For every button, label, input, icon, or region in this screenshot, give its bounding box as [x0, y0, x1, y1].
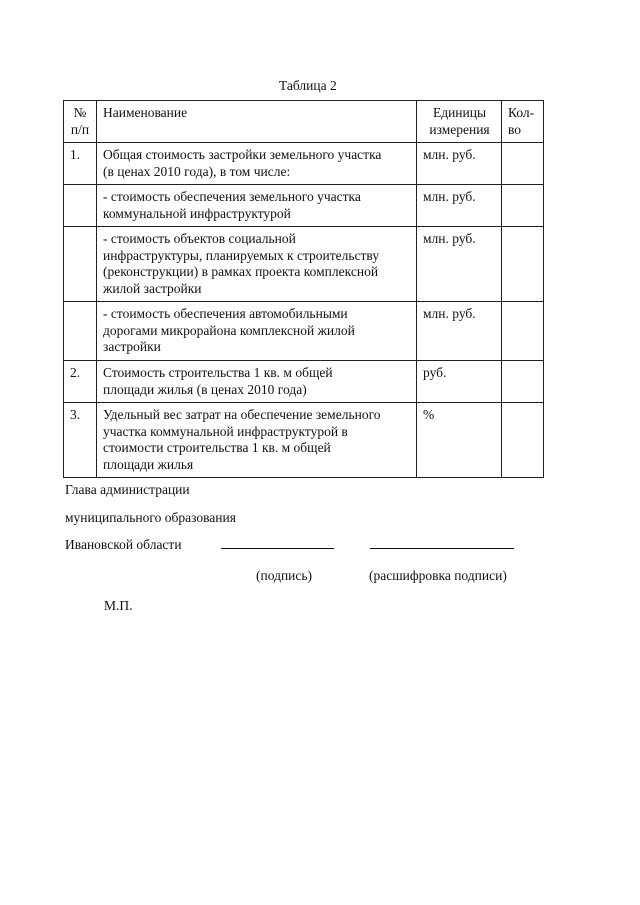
header-num — [64, 101, 97, 143]
row-name-line: - стоимость обеспечения земельного участка — [103, 189, 361, 204]
signature-decoding-label: (расшифровка подписи) — [369, 568, 507, 583]
header-num-line: п/п — [70, 121, 90, 137]
table-row — [64, 143, 544, 185]
row-name-line: (в ценах 2010 года), в том числе: — [103, 163, 291, 179]
row-name — [97, 403, 417, 478]
header-unit-line: измерения — [429, 121, 490, 137]
row-name — [97, 302, 417, 361]
row-num: 3. — [64, 403, 97, 478]
row-qty — [502, 302, 544, 361]
row-unit: руб. — [417, 361, 502, 403]
row-name-line: стоимости строительства 1 кв. м общей — [103, 440, 331, 455]
row-unit: % — [417, 403, 502, 478]
footer-title-line1: Глава администрации — [65, 482, 190, 497]
signature-line — [221, 548, 334, 549]
row-name-line: Общая стоимость застройки земельного участка — [103, 147, 382, 162]
table-caption: Таблица 2 — [279, 78, 337, 93]
header-name — [97, 101, 417, 143]
row-name-line: (реконструкции) в рамках проекта комплексной — [103, 264, 379, 279]
table-header-row — [64, 101, 544, 143]
row-name-line: Удельный вес затрат на обеспечение земельного — [103, 407, 381, 422]
table-row — [64, 185, 544, 227]
row-qty — [502, 227, 544, 302]
footer-title-line3: Ивановской области — [65, 537, 182, 552]
signature-decoding-line — [370, 548, 514, 549]
row-qty — [502, 185, 544, 227]
row-unit: млн. руб. — [417, 227, 502, 302]
row-name-line: площади жилья — [103, 456, 194, 472]
header-unit — [417, 101, 502, 143]
header-qty — [502, 101, 544, 143]
footer-title-line2: муниципального образования — [65, 510, 236, 525]
row-name — [97, 143, 417, 185]
row-name-line: - стоимость объектов социальной — [103, 231, 296, 246]
row-num: 1. — [64, 143, 97, 185]
row-num: 2. — [64, 361, 97, 403]
table-row — [64, 227, 544, 302]
row-name-line: дорогами микрорайона комплексной жилой — [103, 322, 355, 338]
row-qty — [502, 403, 544, 478]
header-num-line: № — [73, 105, 87, 120]
row-qty — [502, 361, 544, 403]
row-name-line: коммунальной инфраструктурой — [103, 205, 291, 221]
row-name-line: инфраструктуры, планируемых к строительству — [103, 247, 380, 263]
row-name — [97, 227, 417, 302]
row-name-line: Стоимость строительства 1 кв. м общей — [103, 365, 333, 380]
row-name-line: площади жилья (в ценах 2010 года) — [103, 381, 307, 397]
row-num — [64, 302, 97, 361]
row-num — [64, 185, 97, 227]
header-qty-line: Кол- — [508, 105, 535, 120]
row-name-line: участка коммунальной инфраструктурой в — [103, 423, 348, 439]
table-row — [64, 403, 544, 478]
indicators-table — [63, 100, 544, 478]
stamp-place: М.П. — [104, 598, 133, 613]
row-name — [97, 185, 417, 227]
row-name-line: застройки — [103, 339, 161, 354]
table-row — [64, 302, 544, 361]
row-name — [97, 361, 417, 403]
row-unit: млн. руб. — [417, 302, 502, 361]
row-num — [64, 227, 97, 302]
row-unit: млн. руб. — [417, 143, 502, 185]
row-name-line: - стоимость обеспечения автомобильными — [103, 306, 348, 321]
table-row — [64, 361, 544, 403]
header-qty-line: во — [508, 121, 522, 137]
header-name-label: Наименование — [103, 105, 188, 120]
row-unit: млн. руб. — [417, 185, 502, 227]
row-qty — [502, 143, 544, 185]
header-unit-line: Единицы — [432, 105, 487, 120]
signature-label: (подпись) — [256, 568, 313, 583]
row-name-line: жилой застройки — [103, 280, 202, 296]
